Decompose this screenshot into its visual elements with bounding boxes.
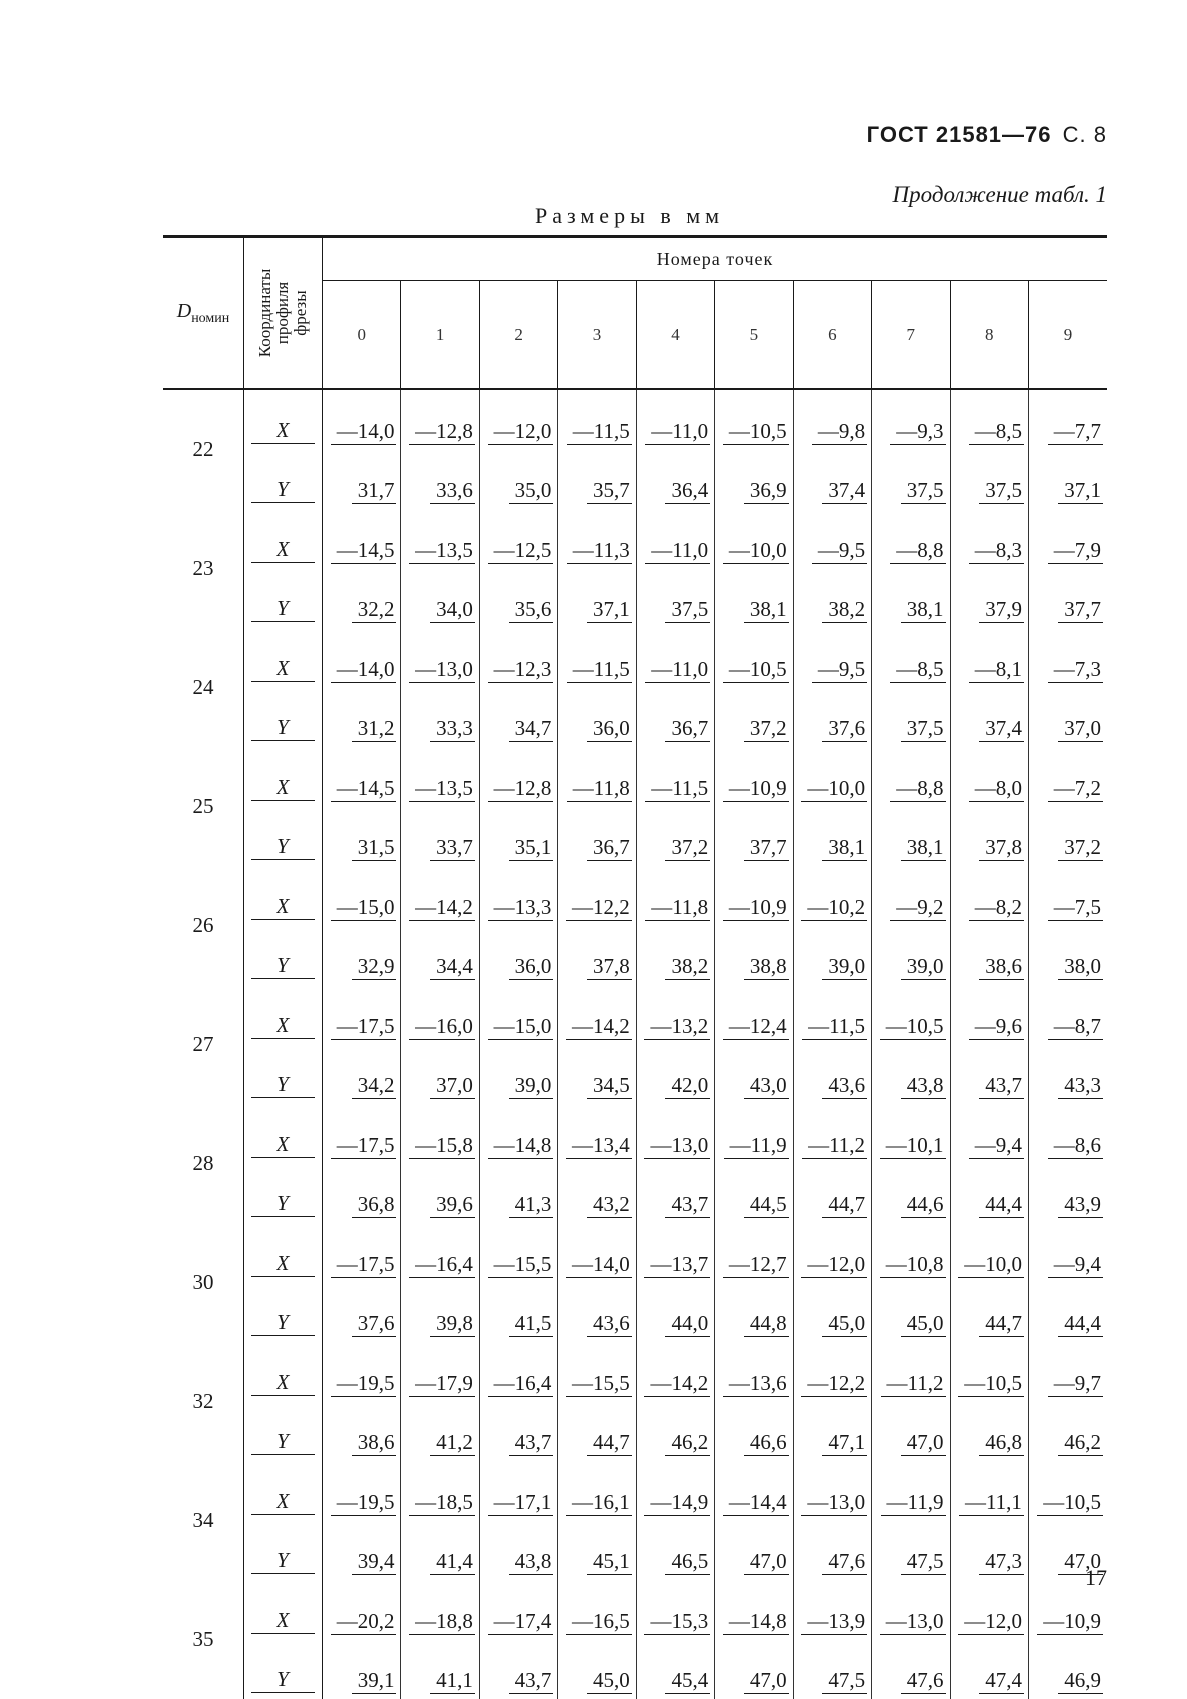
nominal-diameter: 25 <box>163 747 244 866</box>
coordinate-value: 44,0 <box>636 1283 714 1343</box>
coordinate-value: 47,3 <box>950 1521 1028 1581</box>
coordinate-value: 35,0 <box>479 450 557 510</box>
coordinate-value: 43,0 <box>715 1045 793 1105</box>
coordinate-value: 37,8 <box>950 807 1028 867</box>
coordinate-label: X <box>244 389 323 450</box>
coordinate-value: —16,4 <box>401 1223 479 1283</box>
coordinate-value: —14,8 <box>715 1580 793 1640</box>
point-number-header: 7 <box>872 281 950 389</box>
coordinate-value: —13,7 <box>636 1223 714 1283</box>
coordinate-value: 43,8 <box>479 1521 557 1581</box>
table-row <box>163 1283 1107 1343</box>
coordinate-value: —7,7 <box>1028 389 1107 450</box>
coordinate-value: —10,5 <box>715 628 793 688</box>
coordinate-value: —13,2 <box>636 985 714 1045</box>
table-row <box>163 1521 1107 1581</box>
coordinate-value: —13,4 <box>558 1104 636 1164</box>
coordinate-value: —8,2 <box>950 866 1028 926</box>
table-row <box>163 1045 1107 1105</box>
coordinate-value: 46,5 <box>636 1521 714 1581</box>
table-row <box>163 628 1107 688</box>
coordinate-value: 37,1 <box>1028 450 1107 510</box>
coordinate-value: —14,9 <box>636 1461 714 1521</box>
coordinate-value: 34,7 <box>479 688 557 748</box>
coordinate-value: 33,7 <box>401 807 479 867</box>
coordinate-value: 43,2 <box>558 1164 636 1224</box>
coordinate-value: 37,2 <box>715 688 793 748</box>
nominal-diameter: 24 <box>163 628 244 747</box>
coordinate-value: —11,9 <box>872 1461 950 1521</box>
coordinate-value: 36,7 <box>558 807 636 867</box>
coordinate-value: —9,7 <box>1028 1342 1107 1402</box>
nominal-diameter: 34 <box>163 1461 244 1580</box>
coordinate-value: 41,5 <box>479 1283 557 1343</box>
coordinate-value: —11,5 <box>558 628 636 688</box>
table-row <box>163 1461 1107 1521</box>
coordinate-value: 45,1 <box>558 1521 636 1581</box>
coordinate-value: 44,7 <box>793 1164 871 1224</box>
coordinate-value: 38,2 <box>636 926 714 986</box>
coordinate-value: —9,8 <box>793 389 871 450</box>
coordinate-value: 38,6 <box>323 1402 401 1462</box>
coordinate-value: —13,5 <box>401 747 479 807</box>
coordinate-value: —12,8 <box>401 389 479 450</box>
standard-number: ГОСТ 21581—76 <box>867 122 1052 147</box>
coordinate-value: —8,3 <box>950 509 1028 569</box>
table-row <box>163 509 1107 569</box>
coordinate-value: 46,8 <box>950 1402 1028 1462</box>
coordinate-label: Y <box>244 1045 323 1105</box>
coordinate-value: 37,5 <box>636 569 714 629</box>
coordinate-value: 39,1 <box>323 1640 401 1699</box>
point-number-header: 6 <box>793 281 871 389</box>
coordinate-value: —20,2 <box>323 1580 401 1640</box>
nominal-diameter: 22 <box>163 389 244 509</box>
coordinate-value: —17,5 <box>323 1104 401 1164</box>
coordinate-value: 47,0 <box>1028 1521 1107 1581</box>
point-number-header: 4 <box>636 281 714 389</box>
coordinate-value: 37,6 <box>793 688 871 748</box>
units-caption: Размеры в мм <box>535 203 724 229</box>
coordinate-value: 41,4 <box>401 1521 479 1581</box>
coordinate-label: X <box>244 509 323 569</box>
coordinate-value: 39,0 <box>872 926 950 986</box>
coordinate-label: X <box>244 1580 323 1640</box>
coordinate-value: —8,6 <box>1028 1104 1107 1164</box>
coordinate-value: —10,9 <box>715 747 793 807</box>
coordinate-value: 47,0 <box>715 1640 793 1699</box>
coordinate-value: 44,4 <box>1028 1283 1107 1343</box>
coordinate-value: —11,0 <box>636 509 714 569</box>
coordinate-value: —11,5 <box>793 985 871 1045</box>
coordinate-value: 32,2 <box>323 569 401 629</box>
table-row <box>163 569 1107 629</box>
coordinate-value: —14,2 <box>636 1342 714 1402</box>
coordinate-value: 38,0 <box>1028 926 1107 986</box>
coordinate-value: —10,5 <box>715 389 793 450</box>
coordinate-value: 46,6 <box>715 1402 793 1462</box>
header-coordinates: Координаты профиля фрезы <box>244 237 323 390</box>
coordinate-label: Y <box>244 569 323 629</box>
coordinate-value: —9,5 <box>793 509 871 569</box>
coordinate-value: 37,4 <box>950 688 1028 748</box>
coordinate-value: —15,3 <box>636 1580 714 1640</box>
coordinate-label: Y <box>244 807 323 867</box>
coordinate-value: 44,8 <box>715 1283 793 1343</box>
point-number-header: 0 <box>323 281 401 389</box>
coordinate-value: 34,0 <box>401 569 479 629</box>
table-row <box>163 1223 1107 1283</box>
coordinate-value: —8,5 <box>872 628 950 688</box>
coordinate-value: —10,1 <box>872 1104 950 1164</box>
table-row <box>163 747 1107 807</box>
document-code <box>867 122 1107 148</box>
coordinate-value: —15,0 <box>479 985 557 1045</box>
coordinate-value: 45,4 <box>636 1640 714 1699</box>
coordinate-value: 43,3 <box>1028 1045 1107 1105</box>
coordinate-value: —14,2 <box>401 866 479 926</box>
coordinate-label: Y <box>244 1164 323 1224</box>
coordinate-value: 38,1 <box>872 569 950 629</box>
coordinate-value: 41,2 <box>401 1402 479 1462</box>
coordinate-value: 46,9 <box>1028 1640 1107 1699</box>
coordinate-value: —14,0 <box>323 628 401 688</box>
coordinate-value: —12,0 <box>479 389 557 450</box>
coordinate-value: 45,0 <box>872 1283 950 1343</box>
coordinate-value: 37,2 <box>636 807 714 867</box>
coordinate-value: —11,0 <box>636 389 714 450</box>
coordinate-value: —16,4 <box>479 1342 557 1402</box>
coordinate-value: 37,7 <box>715 807 793 867</box>
coordinate-value: —9,3 <box>872 389 950 450</box>
coordinate-value: 34,5 <box>558 1045 636 1105</box>
coordinate-value: —9,6 <box>950 985 1028 1045</box>
coordinate-label: X <box>244 1104 323 1164</box>
coordinate-value: 43,7 <box>636 1164 714 1224</box>
coordinate-value: —11,3 <box>558 509 636 569</box>
coordinate-value: 38,1 <box>793 807 871 867</box>
coordinate-value: 32,9 <box>323 926 401 986</box>
coordinate-value: —10,9 <box>715 866 793 926</box>
coordinate-value: 36,8 <box>323 1164 401 1224</box>
coordinate-value: —8,8 <box>872 747 950 807</box>
coordinate-value: 47,5 <box>872 1521 950 1581</box>
coordinate-value: 47,1 <box>793 1402 871 1462</box>
coordinate-label: X <box>244 628 323 688</box>
coordinate-value: 39,6 <box>401 1164 479 1224</box>
coordinate-value: —8,1 <box>950 628 1028 688</box>
coordinate-value: —11,8 <box>636 866 714 926</box>
page-reference: С. 8 <box>1063 122 1107 147</box>
coordinate-value: —11,5 <box>636 747 714 807</box>
point-number-header: 9 <box>1028 281 1107 389</box>
coordinate-value: 43,7 <box>479 1402 557 1462</box>
coordinate-value: 46,2 <box>636 1402 714 1462</box>
coordinate-value: 43,8 <box>872 1045 950 1105</box>
coordinate-value: 38,6 <box>950 926 1028 986</box>
coordinate-value: —12,7 <box>715 1223 793 1283</box>
coordinate-value: 47,6 <box>793 1521 871 1581</box>
coordinate-value: —12,8 <box>479 747 557 807</box>
coordinate-value: 43,9 <box>1028 1164 1107 1224</box>
nominal-diameter: 27 <box>163 985 244 1104</box>
coordinate-value: 39,0 <box>793 926 871 986</box>
coordinate-value: —11,9 <box>715 1104 793 1164</box>
coordinate-value: 37,6 <box>323 1283 401 1343</box>
coordinate-value: —11,1 <box>950 1461 1028 1521</box>
coordinate-value: —17,1 <box>479 1461 557 1521</box>
coordinate-label: Y <box>244 1283 323 1343</box>
coordinate-value: —19,5 <box>323 1342 401 1402</box>
coordinate-value: 37,7 <box>1028 569 1107 629</box>
coordinate-value: —13,0 <box>793 1461 871 1521</box>
coordinate-value: 44,4 <box>950 1164 1028 1224</box>
coordinate-value: —8,7 <box>1028 985 1107 1045</box>
coordinate-value: —12,0 <box>793 1223 871 1283</box>
nominal-diameter: 23 <box>163 509 244 628</box>
coordinate-value: 35,7 <box>558 450 636 510</box>
coordinate-value: —10,0 <box>715 509 793 569</box>
coordinate-value: —15,5 <box>558 1342 636 1402</box>
point-number-header: 3 <box>558 281 636 389</box>
coordinate-value: 33,6 <box>401 450 479 510</box>
coordinate-value: 43,6 <box>558 1283 636 1343</box>
coordinate-label: X <box>244 1461 323 1521</box>
coordinate-value: 45,0 <box>558 1640 636 1699</box>
coordinate-value: —10,9 <box>1028 1580 1107 1640</box>
coordinate-value: —14,5 <box>323 747 401 807</box>
coordinate-value: 39,8 <box>401 1283 479 1343</box>
coordinate-value: 34,2 <box>323 1045 401 1105</box>
coordinate-value: 38,2 <box>793 569 871 629</box>
table-row <box>163 1640 1107 1699</box>
coordinate-value: 47,0 <box>715 1521 793 1581</box>
coordinate-value: —9,4 <box>1028 1223 1107 1283</box>
coordinate-value: —13,3 <box>479 866 557 926</box>
coordinate-value: —12,5 <box>479 509 557 569</box>
coordinate-value: —15,0 <box>323 866 401 926</box>
coordinate-value: —9,4 <box>950 1104 1028 1164</box>
coordinate-value: 37,4 <box>793 450 871 510</box>
coordinate-value: 36,9 <box>715 450 793 510</box>
coordinate-value: —14,2 <box>558 985 636 1045</box>
coordinate-value: —18,8 <box>401 1580 479 1640</box>
coordinate-value: 41,3 <box>479 1164 557 1224</box>
coordinate-value: 36,0 <box>479 926 557 986</box>
coordinate-value: —8,0 <box>950 747 1028 807</box>
table-row <box>163 450 1107 510</box>
coordinate-value: 35,1 <box>479 807 557 867</box>
coordinate-value: 47,5 <box>793 1640 871 1699</box>
coordinate-value: —13,0 <box>636 1104 714 1164</box>
nominal-diameter: 30 <box>163 1223 244 1342</box>
coordinate-value: 37,0 <box>1028 688 1107 748</box>
coordinate-label: X <box>244 985 323 1045</box>
header-d-nominal: $D_{номин}$ <box>163 237 244 390</box>
coordinate-value: —10,5 <box>872 985 950 1045</box>
coordinate-value: 37,5 <box>950 450 1028 510</box>
point-number-header: 5 <box>715 281 793 389</box>
coordinate-value: 31,2 <box>323 688 401 748</box>
coordinate-value: —16,0 <box>401 985 479 1045</box>
coordinate-value: 36,4 <box>636 450 714 510</box>
coordinate-value: 43,6 <box>793 1045 871 1105</box>
coordinate-value: —10,0 <box>793 747 871 807</box>
coordinate-value: 47,6 <box>872 1640 950 1699</box>
coordinate-value: —11,5 <box>558 389 636 450</box>
coordinate-value: —13,9 <box>793 1580 871 1640</box>
coordinate-label: Y <box>244 1402 323 1462</box>
coordinate-value: —7,3 <box>1028 628 1107 688</box>
coordinate-value: 31,5 <box>323 807 401 867</box>
coordinate-value: —11,0 <box>636 628 714 688</box>
coordinate-value: 35,6 <box>479 569 557 629</box>
coordinate-value: —12,2 <box>558 866 636 926</box>
point-number-header: 2 <box>479 281 557 389</box>
coordinate-value: —13,0 <box>401 628 479 688</box>
coordinate-value: —14,8 <box>479 1104 557 1164</box>
coordinate-value: 41,1 <box>401 1640 479 1699</box>
table-row <box>163 389 1107 450</box>
coordinate-label: X <box>244 747 323 807</box>
table-row <box>163 866 1107 926</box>
coordinate-value: —9,5 <box>793 628 871 688</box>
coordinate-value: —14,0 <box>323 389 401 450</box>
coordinate-value: —16,5 <box>558 1580 636 1640</box>
coordinate-value: —11,2 <box>793 1104 871 1164</box>
nominal-diameter: 32 <box>163 1342 244 1461</box>
coordinate-value: 38,1 <box>715 569 793 629</box>
coordinate-value: —10,5 <box>1028 1461 1107 1521</box>
coordinate-value: —11,2 <box>872 1342 950 1402</box>
coordinate-value: —11,8 <box>558 747 636 807</box>
coordinate-value: 44,7 <box>950 1283 1028 1343</box>
coordinate-value: 38,1 <box>872 807 950 867</box>
table-row <box>163 1580 1107 1640</box>
coordinate-value: 39,4 <box>323 1521 401 1581</box>
coordinate-value: —12,0 <box>950 1580 1028 1640</box>
coordinate-value: 36,0 <box>558 688 636 748</box>
table-row <box>163 807 1107 867</box>
point-number-header: 8 <box>950 281 1028 389</box>
nominal-diameter: 26 <box>163 866 244 985</box>
coordinate-label: Y <box>244 1521 323 1581</box>
coordinate-value: 43,7 <box>950 1045 1028 1105</box>
coordinate-label: Y <box>244 926 323 986</box>
coordinate-value: —7,2 <box>1028 747 1107 807</box>
coordinate-value: —15,5 <box>479 1223 557 1283</box>
coordinate-value: —12,3 <box>479 628 557 688</box>
coordinate-value: —16,1 <box>558 1461 636 1521</box>
table-row <box>163 1104 1107 1164</box>
coordinate-value: 31,7 <box>323 450 401 510</box>
table-row <box>163 985 1107 1045</box>
coordinate-value: 47,4 <box>950 1640 1028 1699</box>
coordinate-value: —12,2 <box>793 1342 871 1402</box>
coordinate-value: —17,9 <box>401 1342 479 1402</box>
point-number-header: 1 <box>401 281 479 389</box>
coordinate-value: —9,2 <box>872 866 950 926</box>
coordinate-value: 43,7 <box>479 1640 557 1699</box>
coordinate-value: —10,2 <box>793 866 871 926</box>
coordinate-value: 37,5 <box>872 688 950 748</box>
coordinate-value: —13,5 <box>401 509 479 569</box>
coordinate-label: Y <box>244 450 323 510</box>
coordinate-value: —15,8 <box>401 1104 479 1164</box>
coordinate-value: 34,4 <box>401 926 479 986</box>
table-row <box>163 1342 1107 1402</box>
dimensions-table <box>163 235 1107 1699</box>
coordinate-value: —8,8 <box>872 509 950 569</box>
coordinate-label: Y <box>244 1640 323 1699</box>
coordinate-value: 37,5 <box>872 450 950 510</box>
coordinate-value: 47,0 <box>872 1402 950 1462</box>
coordinate-value: 38,8 <box>715 926 793 986</box>
coordinate-value: 46,2 <box>1028 1402 1107 1462</box>
coordinate-value: —8,5 <box>950 389 1028 450</box>
coordinate-value: —18,5 <box>401 1461 479 1521</box>
coordinate-value: 39,0 <box>479 1045 557 1105</box>
coordinate-value: 42,0 <box>636 1045 714 1105</box>
table-row <box>163 688 1107 748</box>
coordinate-value: —17,5 <box>323 1223 401 1283</box>
coordinate-value: 37,0 <box>401 1045 479 1105</box>
coordinate-value: —7,9 <box>1028 509 1107 569</box>
coordinate-label: X <box>244 1342 323 1402</box>
table-continuation-note: Продолжение табл. 1 <box>893 182 1107 208</box>
coordinate-value: —19,5 <box>323 1461 401 1521</box>
coordinate-value: 33,3 <box>401 688 479 748</box>
coordinate-value: —14,4 <box>715 1461 793 1521</box>
coordinate-value: —10,8 <box>872 1223 950 1283</box>
coordinate-value: 37,2 <box>1028 807 1107 867</box>
nominal-diameter: 28 <box>163 1104 244 1223</box>
coordinate-value: 37,8 <box>558 926 636 986</box>
coordinate-value: —14,0 <box>558 1223 636 1283</box>
coordinate-value: 44,5 <box>715 1164 793 1224</box>
table-row <box>163 926 1107 986</box>
header-point-numbers: Номера точек <box>323 237 1108 281</box>
coordinate-value: 37,1 <box>558 569 636 629</box>
coordinate-value: 44,7 <box>558 1402 636 1462</box>
coordinate-value: 36,7 <box>636 688 714 748</box>
coordinate-label: Y <box>244 688 323 748</box>
coordinate-value: —12,4 <box>715 985 793 1045</box>
coordinate-value: 37,9 <box>950 569 1028 629</box>
coordinate-value: —14,5 <box>323 509 401 569</box>
coordinate-value: —7,5 <box>1028 866 1107 926</box>
coordinate-value: 44,6 <box>872 1164 950 1224</box>
coordinate-label: X <box>244 866 323 926</box>
coordinate-label: X <box>244 1223 323 1283</box>
coordinate-value: —10,5 <box>950 1342 1028 1402</box>
table-row <box>163 1402 1107 1462</box>
table-row <box>163 1164 1107 1224</box>
coordinate-value: —10,0 <box>950 1223 1028 1283</box>
coordinate-value: 45,0 <box>793 1283 871 1343</box>
nominal-diameter: 35 <box>163 1580 244 1699</box>
coordinate-value: —17,4 <box>479 1580 557 1640</box>
coordinate-value: —13,6 <box>715 1342 793 1402</box>
coordinate-value: —13,0 <box>872 1580 950 1640</box>
coordinate-value: —17,5 <box>323 985 401 1045</box>
page-number: 17 <box>1085 1565 1107 1591</box>
